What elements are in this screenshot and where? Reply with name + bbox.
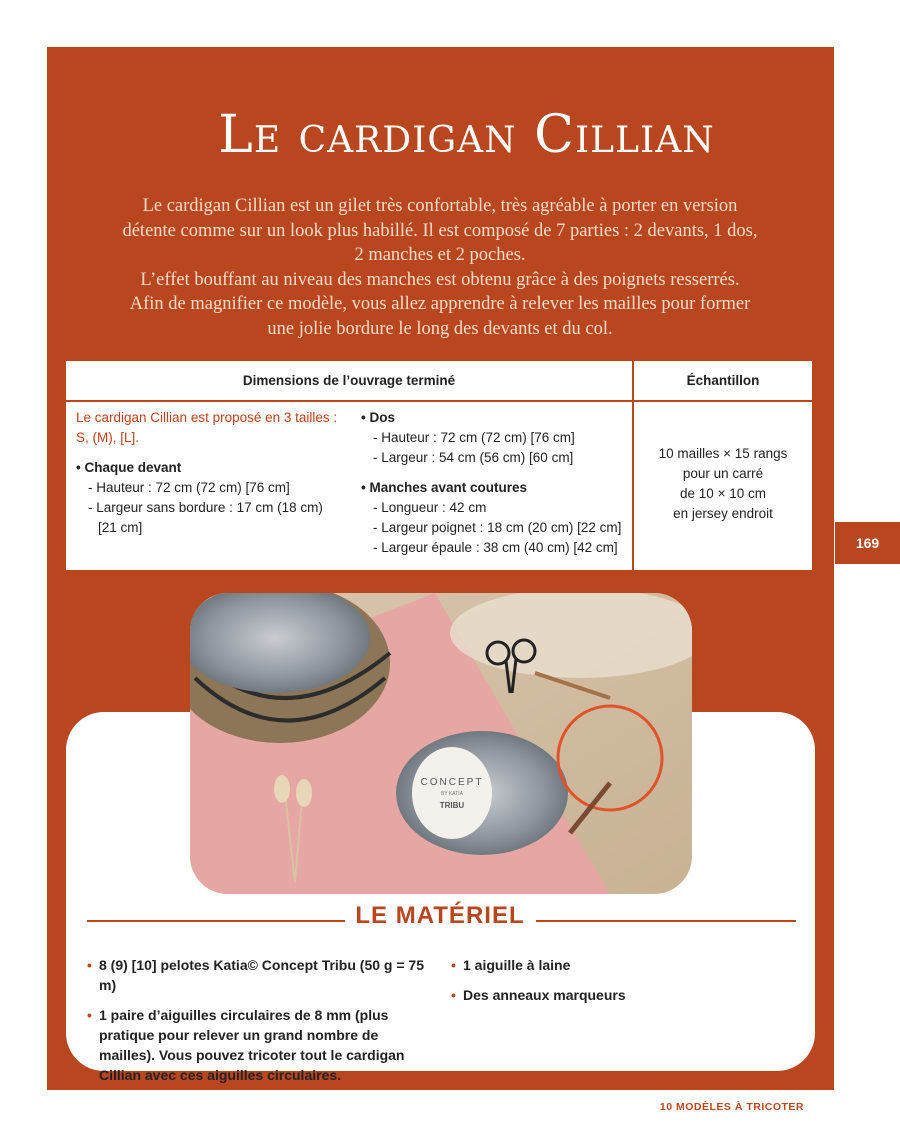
sizes-text: Le cardigan Cillian est proposé en 3 tailles : — [76, 410, 338, 425]
dimensions-right-column — [361, 408, 631, 558]
devant-hauteur: - Hauteur : 72 cm (72 cm) [76 cm] — [88, 480, 290, 495]
sizes-text: S, (M), [L]. — [76, 430, 140, 445]
intro-line: Afin de magnifier ce modèle, vous allez apprendre à relever les mailles pour former — [129, 294, 751, 314]
echantillon-column — [634, 444, 812, 524]
dos-largeur: - Largeur : 54 cm (56 cm) [60 cm] — [373, 450, 574, 465]
label-product: TRIBU — [439, 801, 465, 810]
echantillon-line: de 10 × 10 cm — [680, 486, 766, 501]
intro-line: une jolie bordure le long des devants et du col. — [267, 318, 613, 339]
echantillon-line: en jersey endroit — [673, 506, 773, 521]
yarn-photo-illustration — [190, 593, 692, 894]
intro-line: 2 manches et 2 poches. — [354, 245, 526, 265]
dimensions-left-column — [76, 408, 356, 538]
echantillon-header: Échantillon — [634, 361, 812, 402]
intro-text — [95, 194, 785, 341]
echantillon-line: pour un carré — [682, 466, 764, 481]
echantillon-line: 10 mailles × 15 rangs — [658, 446, 788, 461]
footer-running-title: 10 MODÈLES À TRICOTER — [659, 1101, 804, 1113]
materiel-divider-left — [87, 920, 345, 922]
manches-title: • Manches avant coutures — [361, 480, 528, 495]
manches-poignet: - Largeur poignet : 18 cm (20 cm) [22 cm] — [373, 520, 622, 535]
manches-epaule: - Largeur épaule : 38 cm (40 cm) [42 cm] — [373, 540, 618, 555]
devant-largeur: - Largeur sans bordure : 17 cm (18 cm) — [88, 500, 323, 515]
label-brand: CONCEPT — [420, 777, 484, 788]
materiel-divider-right — [536, 920, 796, 922]
dos-hauteur: - Hauteur : 72 cm (72 cm) [76 cm] — [373, 430, 575, 445]
dimensions-header: Dimensions de l’ouvrage terminé — [66, 361, 632, 402]
dimensions-table — [66, 361, 812, 570]
materiel-title: LE MATÉRIEL — [355, 902, 525, 929]
devant-title: • Chaque devant — [76, 460, 182, 475]
list-item: • 1 paire d’aiguilles circulaires de 8 mm (plus pratique pour relever un grand nombre de mailles). Vous pouvez tricoter tout le cardigan Cillian avec ces aiguilles circulaires. — [87, 1005, 437, 1085]
manches-longueur: - Longueur : 42 cm — [373, 500, 487, 515]
page-number: 169 — [835, 522, 900, 564]
materiel-list-left — [87, 955, 437, 1095]
materiel-list-right — [451, 955, 791, 1015]
intro-line: Le cardigan Cillian est un gilet très confortable, très agréable à porter en version — [142, 196, 738, 216]
page-title: Le cardigan Cillian — [218, 105, 715, 165]
list-item: • Des anneaux marqueurs — [451, 985, 791, 1005]
label-sub: BY KATIA — [440, 791, 464, 797]
list-item: • 1 aiguille à laine — [451, 955, 791, 975]
dos-title: • Dos — [361, 410, 395, 425]
devant-largeur-cont: [21 cm] — [98, 520, 143, 535]
intro-line: détente comme sur un look plus habillé. Il est composé de 7 parties : 2 devants, 1 dos, — [122, 220, 758, 241]
list-item: • 8 (9) [10] pelotes Katia© Concept Tribu (50 g = 75 m) — [87, 955, 437, 995]
yarn-photo — [190, 593, 692, 894]
intro-line: L’effet bouffant au niveau des manches est obtenu grâce à des poignets resserrés. — [140, 269, 740, 290]
